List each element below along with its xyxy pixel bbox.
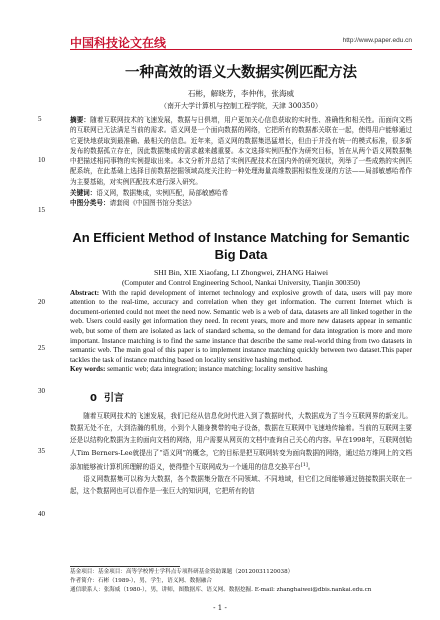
authors-en: SHI Bin, XIE Xiaofang, LI Zhongwei, ZHANG Haiwei bbox=[153, 267, 329, 277]
line-number: 40 bbox=[38, 510, 45, 518]
keywords-zh-text: 语义网，数据集成，实例匹配，局部敏感哈希 bbox=[96, 189, 229, 198]
clc-zh bbox=[70, 198, 412, 208]
keywords-en-text: semantic web; data integration; instance matching; locality sensitive hashing bbox=[107, 365, 328, 374]
footnote-correspondence: 通信联系人：张海威（1980-），男，讲师，图数据库、语义网、数据挖掘. E-mail: zhanghaiwei@dbis.nankai.edu.cn bbox=[70, 587, 372, 593]
line-number: 25 bbox=[38, 344, 45, 352]
line-number: 30 bbox=[38, 387, 45, 395]
title-zh: 一种高效的语义大数据实例匹配方法 bbox=[125, 65, 357, 81]
authors-zh: 石彬，解晓芳，李仲伟，张海威 bbox=[187, 89, 295, 98]
page-header bbox=[0, 0, 440, 50]
line-number: 20 bbox=[38, 298, 45, 306]
header-divider bbox=[70, 49, 412, 50]
paper-body bbox=[70, 58, 412, 498]
abstract-en-text: With the rapid development of internet technology and explosive growth of data, users will pay more attention to the real-time, accuracy and correlation when they get information. The current Internet which is document-oriented could not meet the need now. Semantic web is a web of data, datasets are all linked together in the web. Users could easily get information they need. In recent years, more and more new datasets appear in semantic web, but some of them are isolated as lack of standard schema, so the demand for data integration is more and more important. Instance matching is to find the same instance that describe the same real-world thing from two datasets in semantic web. The main goal of this paper is to implement instance matching quickly between two dataset.This paper tackles the task of instance matching based on locality sensitive hashing method. bbox=[70, 288, 412, 364]
intro-paragraph-2: 语义网数据集可以称为大数据，各个数据集分散在不同领域、不同地域，但它们之间能够通过链接数据关联在一起，这个数据网也可以看作是一张巨大的知识网，它把所有的信 bbox=[70, 475, 412, 496]
abstract-en-label: Abstract: bbox=[70, 288, 100, 297]
section-heading-intro bbox=[90, 389, 412, 404]
line-number: 35 bbox=[38, 447, 45, 455]
intro-p1-text: 随着互联网技术的飞速发展，我们已经从信息化时代进入到了数据时代，大数据成为了当今互联网界的新宠儿。数据无处不在，大到浩瀚的机房，小到个人随身携带的电子设备，数据在互联网中飞速地传输着。当前的互联网主要还是以结构化数据为主的面向文档的网络，用户需要从网页的文档中查询自己关心的内容。早在1998年，互联网创始人Tim Berners-Lee就提出了“语义网”的概念，它的目标是把互联网转变为面向数据的网络，通过给万维网上的文档添加能够被计算机所理解的语义，使得整个互联网成为一个通用的信息交换平台 bbox=[70, 412, 412, 472]
line-number: 10 bbox=[38, 156, 45, 164]
keywords-en bbox=[70, 365, 412, 375]
abstract-zh bbox=[70, 115, 412, 187]
line-number: 15 bbox=[38, 206, 45, 214]
journal-logo: 中国科技论文在线 bbox=[70, 36, 167, 50]
title-en: An Efficient Method of Instance Matching for Semantic Big Data bbox=[72, 229, 410, 262]
footnote-divider bbox=[70, 566, 180, 567]
affiliation-en: (Computer and Control Engineering School, Nankai University, Tianjin 300350) bbox=[121, 277, 361, 287]
citation-1[interactable]: [1] bbox=[300, 461, 308, 468]
footnote-funding: 基金项目：基金项目：高等学校博士学科点专项科研基金资助课题（20120031120038） bbox=[70, 569, 294, 575]
line-number: 5 bbox=[38, 115, 42, 123]
keywords-zh bbox=[70, 188, 412, 198]
intro-p1-end: 。 bbox=[307, 463, 315, 472]
clc-zh-label: 中图分类号： bbox=[70, 199, 110, 208]
affiliation-zh: （南开大学计算机与控制工程学院，天津 300350） bbox=[160, 102, 322, 110]
section-number: 0 bbox=[90, 393, 97, 405]
clc-zh-text: 请套阅《中国图书馆分类法》 bbox=[109, 199, 196, 208]
intro-paragraph-1 bbox=[70, 410, 412, 473]
abstract-zh-text: 随着互联网技术的飞速发展，数据与日俱增，用户更加关心信息获取的实时性、准确性和相关性。而面向文档的互联网已无法满足当前的需求。语义网是一个面向数据的网络，它把所有的数据都关联在一起，使得用户能够通过它更快地获取到最准确、最相关的信息。近年来，语义网的数据集迅猛增长，但由于并没有统一的模式标准，很多新发布的数据孤立存在，因此数据集成的需求越来越重要。本文选择实例匹配作为研究目标，旨在从两个语义网数据集中把描述相同事物的实例提取出来。本文分析并总结了实例匹配技术在国内外的研究现状，列举了一些成熟的实例匹配系统，在此基础上选择目前数据挖掘领域高度关注的一种处理海量高维数据相似性发现的方法——局部敏感哈希作为主要基础，对实例匹配技术进行深入研究。 bbox=[70, 116, 412, 186]
header-url[interactable]: http://www.paper.edu.cn bbox=[342, 37, 412, 44]
section-title: 引言 bbox=[103, 393, 124, 405]
abstract-en bbox=[70, 289, 412, 366]
abstract-zh-label: 摘要： bbox=[70, 116, 91, 124]
page-number: - 1 - bbox=[213, 604, 227, 612]
keywords-en-label: Key words: bbox=[70, 365, 106, 374]
keywords-zh-label: 关键词： bbox=[70, 189, 97, 198]
footnote-author-bio: 作者简介：石彬（1989-），男，学生，语义网、数据融合 bbox=[70, 578, 212, 584]
